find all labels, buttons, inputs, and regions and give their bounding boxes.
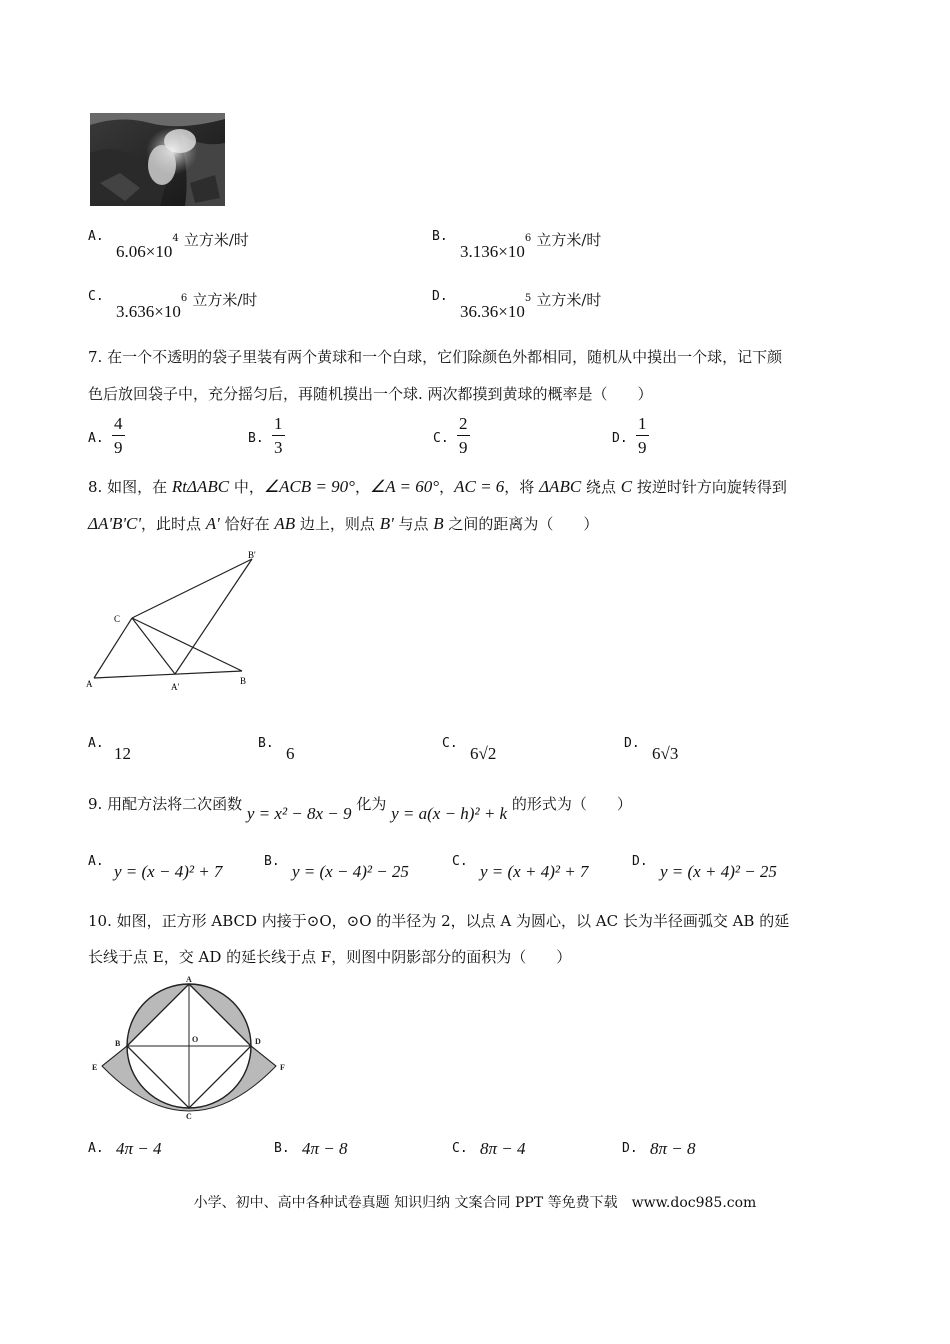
q10-stem-line1: 10. 如图，正方形 ABCD 内接于⊙O，⊙O 的半径为 2，以点 A 为圆心，以 AC 长为半径画弧交 AB 的延 (88, 912, 790, 930)
q8-math: AB (274, 514, 296, 533)
q8-label-a: A (86, 679, 93, 689)
q8-math: AC = 6 (454, 477, 505, 496)
q8-label-a-prime: A' (171, 682, 180, 692)
q9-option-a-letter: A. (88, 854, 104, 869)
q8-text: ，此时点 (141, 515, 206, 533)
q10-option-c-letter: C. (452, 1141, 468, 1156)
q10-option-b-value: 4π − 8 (302, 1139, 348, 1158)
q6-option-a-unit: 立方米/时 (183, 231, 249, 249)
q8-label-b-prime: B' (248, 550, 256, 560)
page-footer: 小学、初中、高中各种试卷真题 知识归纳 文案合同 PPT 等免费下载 www.doc985.com (193, 1195, 757, 1211)
q6-option-b-unit: 立方米/时 (536, 231, 602, 249)
q7-option-b-fraction (272, 415, 285, 456)
q9-option-d-letter: D. (632, 854, 648, 869)
q6-option-d-exp: 5 (524, 292, 532, 304)
q9-math-vertex-form: y = a(x − h)² + k (391, 804, 508, 823)
q9-option-a-value: y = (x − 4)² + 7 (114, 862, 223, 881)
q6-option-a-value: 6.06×10 (116, 242, 173, 261)
q7-option-b-num: 1 (272, 415, 285, 436)
q10-stem-line2: 长线于点 E，交 AD 的延长线于点 F，则图中阴影部分的面积为（ ） (88, 948, 572, 966)
waterfall-photo (90, 113, 225, 206)
q8-option-d-letter: D. (624, 736, 640, 751)
q6-option-c-letter: C. (88, 289, 104, 304)
q7-stem-line1: 7. 在一个不透明的袋子里装有两个黄球和一个白球，它们除颜色外都相同，随机从中摸出一个球，记下颜 (88, 348, 783, 366)
q8-math: C (620, 477, 633, 496)
q10-option-d-value: 8π − 8 (650, 1139, 696, 1158)
q7-option-c-den: 9 (459, 438, 468, 457)
q9-option-b-value: y = (x − 4)² − 25 (292, 862, 409, 881)
q7-option-b-den: 3 (274, 438, 283, 457)
q7-option-a-num: 4 (112, 415, 125, 436)
q10-option-b-letter: B. (274, 1141, 290, 1156)
q8-text: ，将 (504, 478, 540, 496)
q10-label-c: C (186, 1112, 192, 1121)
q8-triangle-figure (80, 550, 280, 700)
q8-text: 边上，则点 (295, 515, 380, 533)
q10-option-a-letter: A. (88, 1141, 104, 1156)
q8-text: 绕点 (581, 478, 621, 496)
q8-option-b-value: 6 (286, 744, 295, 763)
q8-math: ∠A = 60° (369, 477, 440, 496)
q10-label-e: E (92, 1063, 98, 1072)
q7-option-d-letter: D. (612, 431, 628, 446)
q7-option-a-letter: A. (88, 431, 104, 446)
q10-label-f: F (280, 1063, 285, 1072)
q8-text: ， (439, 478, 455, 496)
q8-option-b-letter: B. (258, 736, 274, 751)
q6-option-d-unit: 立方米/时 (536, 291, 602, 309)
q10-circle-figure (82, 976, 298, 1122)
q9-math-function: y = x² − 8x − 9 (246, 804, 352, 823)
q6-option-c-exp: 6 (180, 292, 188, 304)
q8-option-a-letter: A. (88, 736, 104, 751)
q8-text: 8. 如图，在 (88, 478, 172, 496)
q8-math: ΔA'B'C' (88, 514, 141, 533)
q7-option-c-num: 2 (457, 415, 470, 436)
q10-label-o: O (192, 1035, 199, 1044)
q9-option-c-letter: C. (452, 854, 468, 869)
q7-option-d-den: 9 (638, 438, 647, 457)
q9-text: 化为 (356, 795, 387, 813)
q8-option-a-value: 12 (114, 744, 131, 763)
q10-option-a-value: 4π − 4 (116, 1139, 162, 1158)
q8-label-c: C (114, 614, 121, 624)
q8-text: 中， (229, 478, 264, 496)
q8-math: ΔABC (539, 477, 582, 496)
q7-option-a-fraction (112, 415, 125, 456)
q6-option-b-value: 3.136×10 (460, 242, 525, 261)
q6-option-c-value: 3.636×10 (116, 302, 181, 321)
q10-label-b: B (115, 1039, 121, 1048)
q7-option-a-den: 9 (114, 438, 123, 457)
q9-text: 的形式为（ ） (511, 795, 632, 813)
q6-option-d-letter: D. (432, 289, 448, 304)
q8-option-c-letter: C. (442, 736, 458, 751)
q7-option-c-fraction (457, 415, 470, 456)
q6-option-a-exp: 4 (172, 232, 179, 244)
q8-text: 恰好在 (219, 515, 275, 533)
q10-option-c-value: 8π − 4 (480, 1139, 526, 1158)
q6-option-c-unit: 立方米/时 (192, 291, 258, 309)
q8-math: B' (379, 514, 394, 533)
q8-math: ∠ACB = 90° (263, 477, 355, 496)
q7-option-d-num: 1 (636, 415, 649, 436)
q6-option-a-letter: A. (88, 229, 104, 244)
q8-text: 与点 (393, 515, 434, 533)
q6-option-d-value: 36.36×10 (460, 302, 525, 321)
q8-math: RtΔABC (171, 477, 230, 496)
q8-math: A' (205, 514, 220, 533)
q9-option-b-letter: B. (264, 854, 280, 869)
q8-label-b: B (240, 676, 247, 686)
q8-option-c-value: 6√2 (470, 744, 497, 763)
q8-text: 按逆时针方向旋转得到 (632, 478, 787, 496)
q6-option-b-exp: 6 (524, 232, 532, 244)
q9-option-c-value: y = (x + 4)² + 7 (480, 862, 589, 881)
q8-option-d-value: 6√3 (652, 744, 679, 763)
q6-option-b-letter: B. (432, 229, 448, 244)
q7-stem-line2: 色后放回袋子中，充分摇匀后，再随机摸出一个球. 两次都摸到黄球的概率是（ ） (88, 385, 653, 403)
q8-text: 之间的距离为（ ） (443, 515, 599, 533)
q10-label-d: D (255, 1037, 261, 1046)
q8-text: ， (354, 478, 370, 496)
q9-option-d-value: y = (x + 4)² − 25 (660, 862, 777, 881)
q8-stem-line2 (88, 513, 598, 534)
q9-text: 9. 用配方法将二次函数 (88, 795, 243, 813)
q8-stem-line1 (88, 476, 787, 497)
q8-math: B (433, 514, 444, 533)
q9-stem (88, 793, 632, 823)
q7-option-b-letter: B. (248, 431, 264, 446)
q7-option-d-fraction (636, 415, 649, 456)
q10-label-a: A (186, 976, 192, 984)
q7-option-c-letter: C. (433, 431, 449, 446)
q10-option-d-letter: D. (622, 1141, 638, 1156)
